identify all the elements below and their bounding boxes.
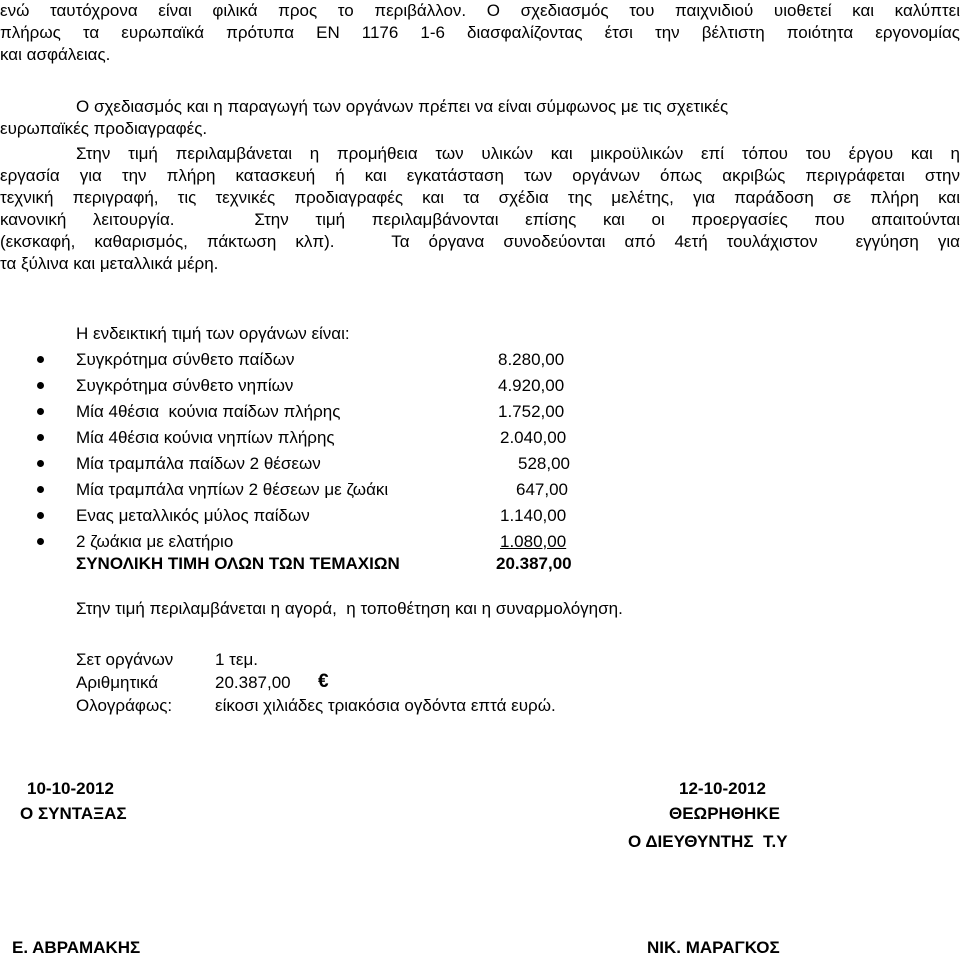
design-line-2: ευρωπαϊκές προδιαγραφές. [0,119,208,138]
bullet-icon [37,382,44,389]
price-terms-paragraph [0,143,960,275]
total-label: ΣΥΝΟΛΙΚΗ ΤΙΜΗ ΟΛΩΝ ΤΩΝ ΤΕΜΑΧΙΩΝ [76,554,400,573]
includes-note: Στην τιμή περιλαμβάνεται η αγορά, η τοποθέτηση και η συναρμολόγηση. [76,599,623,618]
price-terms-line-3: τεχνική περιγραφή, τις τεχνικές προδιαγραφές και τα σχέδια της μελέτης, για παράδοση σε πλήρη και [0,188,960,207]
price-item-value: 2.040,00 [500,428,567,447]
price-item-name: Μία τραμπάλα παίδων 2 θέσεων [76,454,321,473]
design-line-1: Ο σχεδιασμός και η παραγωγή των οργάνων πρέπει να είναι σύμφωνος με τις σχετικές [76,97,729,116]
price-item-value: 1.752,00 [498,402,565,421]
right-title: Ο ΔΙΕΥΘΥΝΤΗΣ Τ.Υ [628,832,788,851]
price-item-name: Μία τραμπάλα νηπίων 2 θέσεων με ζωάκι [76,480,389,499]
bullet-icon [37,460,44,467]
price-item-name: 2 ζωάκια με ελατήριο [76,532,234,551]
bullet-icon [37,408,44,415]
right-role: ΘΕΩΡΗΘΗΚΕ [669,804,780,823]
price-item-value: 8.280,00 [498,350,565,369]
price-list-heading: Η ενδεικτική τιμή των οργάνων είναι: [76,324,350,343]
left-name: Ε. ΑΒΡΑΜΑΚΗΣ [12,938,141,957]
bullet-icon [37,538,44,545]
total-value: 20.387,00 [496,554,572,573]
price-item-value: 1.140,00 [500,506,567,525]
price-terms-line-1: Στην τιμή περιλαμβάνεται η προμήθεια των υλικών και μικροϋλικών επί τόπου του έργου και η [76,144,960,163]
bullet-icon [37,356,44,363]
price-terms-line-2: εργασία για την πλήρη κατασκευή ή και εγκατάσταση των οργάνων όπως ακριβώς περιγράφεται στην [0,166,960,185]
price-item-name: Συγκρότημα σύνθετο νηπίων [76,376,294,395]
price-item-name: Ενας μεταλλικός μύλος παίδων [76,506,310,525]
intro-line-3: και ασφάλειας. [0,45,111,64]
price-terms-line-4: κανονική λειτουργία. Στην τιμή περιλαμβάνονται επίσης και οι προεργασίες που απαιτούνται [0,210,960,229]
price-terms-line-5: (εκσκαφή, καθαρισμός, πάκτωση κλπ). Τα όργανα συνοδεύονται από 4ετή τουλάχιστον εγγύηση για [0,232,960,251]
right-date: 12-10-2012 [679,779,766,798]
right-name: ΝΙΚ. ΜΑΡΑΓΚΟΣ [647,938,780,957]
intro-paragraph [0,0,960,66]
set-label: Σετ οργάνων [76,650,174,669]
design-paragraph [0,96,960,140]
words-label: Ολογράφως: [76,696,173,715]
euro-icon: € [318,671,329,692]
bullet-icon [37,434,44,441]
price-item-name: Μία 4θέσια κούνια νηπίων πλήρης [76,428,335,447]
price-terms-line-6: τα ξύλινα και μεταλλικά μέρη. [0,254,219,273]
bullet-icon [37,512,44,519]
price-item-value: 647,00 [516,480,568,499]
price-item-value: 1.080,00 [500,532,567,551]
bullet-icon [37,486,44,493]
intro-line-2: πλήρως τα ευρωπαϊκά πρότυπα ΕΝ 1176 1-6 διασφαλίζοντας έτσι την βέλτιστη ποιότητα εργονομίας [0,23,960,42]
words-value: είκοσι χιλιάδες τριακόσια ογδόντα επτά ευρώ. [215,696,556,715]
price-item-value: 528,00 [518,454,570,473]
price-item-name: Μία 4θέσια κούνια παίδων πλήρης [76,402,341,421]
numeric-label: Αριθμητικά [76,673,159,692]
numeric-value: 20.387,00 [215,673,291,692]
set-value: 1 τεμ. [215,650,258,669]
price-item-name: Συγκρότημα σύνθετο παίδων [76,350,295,369]
price-item-value: 4.920,00 [498,376,565,395]
intro-line-1: ενώ ταυτόχρονα είναι φιλικά προς το περιβάλλον. Ο σχεδιασμός του παιχνιδιού υιοθετεί και καλύπτει [0,1,960,20]
left-role: Ο ΣΥΝΤΑΞΑΣ [20,804,127,823]
left-date: 10-10-2012 [27,779,114,798]
